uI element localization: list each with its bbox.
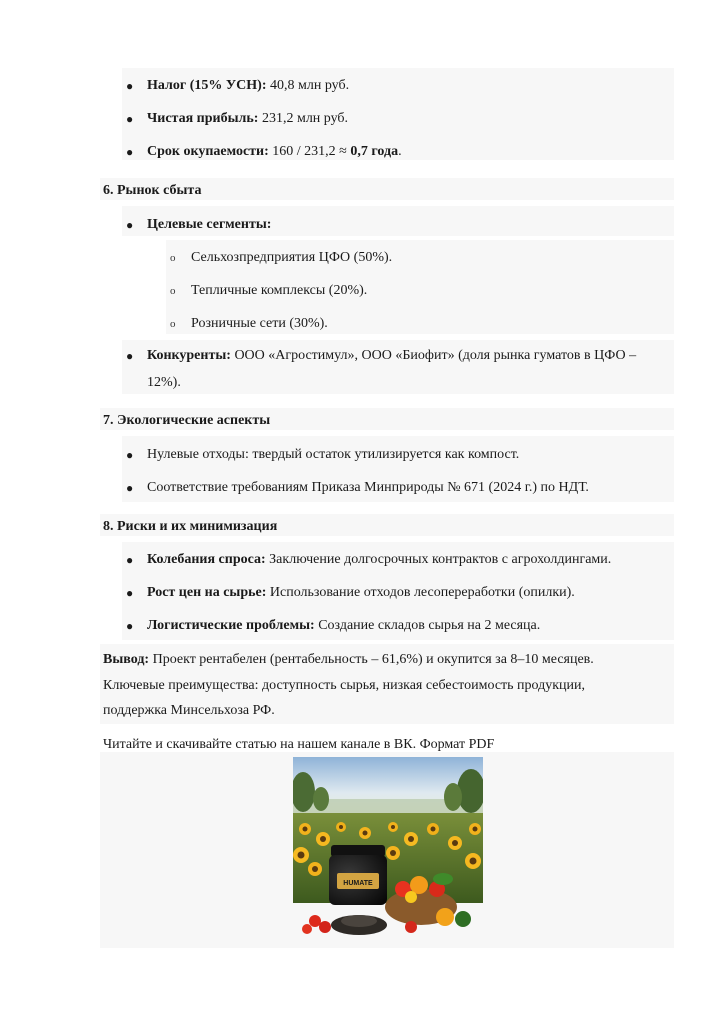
jar-label: HUMATE <box>343 880 373 887</box>
bullet: ● <box>126 448 134 462</box>
risk-label: Логистические проблемы: <box>147 618 315 633</box>
risk-item <box>147 617 540 635</box>
payback-result: 0,7 года <box>350 144 399 159</box>
risk-label: Колебания спроса: <box>147 552 266 567</box>
risk-item <box>147 551 611 569</box>
segments-label <box>147 216 271 234</box>
bullet: ● <box>126 586 134 600</box>
competitors-line-2: 12%). <box>147 375 181 390</box>
soil-pile <box>331 915 387 935</box>
bullet: ● <box>126 112 134 126</box>
competitors-label: Конкуренты: <box>147 348 231 363</box>
payback-formula: 160 / 231,2 ≈ <box>272 144 347 159</box>
risk-label: Рост цен на сырье: <box>147 585 267 600</box>
competitors-text: ООО «Агростимул», ООО «Биофит» (доля рынка гуматов в ЦФО – <box>234 348 637 363</box>
net-profit-label: Чистая прибыль: <box>147 111 259 126</box>
bullet: ● <box>126 218 134 232</box>
tax-line <box>147 77 349 95</box>
bullet: ● <box>126 481 134 495</box>
segment-item: Сельхозпредприятия ЦФО (50%). <box>191 250 393 265</box>
risk-text: Использование отходов лесопереработки (опилки). <box>269 585 575 600</box>
conclusion-line-2: Ключевые преимущества: доступность сырья, низкая себестоимость продукции, <box>103 678 586 693</box>
segment-item: Розничные сети (30%). <box>191 316 328 331</box>
bullet: ● <box>126 619 134 633</box>
eco-item: Нулевые отходы: твердый остаток утилизируется как компост. <box>147 447 520 462</box>
humate-jar <box>329 845 387 905</box>
bullet: ● <box>126 553 134 567</box>
segments-label-text: Целевые сегменты: <box>147 217 272 232</box>
section-7-heading: 7. Экологические аспекты <box>103 413 271 428</box>
section-8-heading: 8. Риски и их минимизация <box>103 519 278 534</box>
net-profit-line <box>147 110 348 128</box>
risk-text: Заключение долгосрочных контрактов с агрохолдингами. <box>269 552 612 567</box>
section-6-heading: 6. Рынок сбыта <box>103 183 202 198</box>
eco-item: Соответствие требованиям Приказа Минприроды № 671 (2024 г.) по НДТ. <box>147 480 589 495</box>
bullet: ● <box>126 349 134 363</box>
competitors-line <box>147 347 636 365</box>
circle-bullet: o <box>170 252 176 264</box>
risk-text: Создание складов сырья на 2 месяца. <box>318 618 541 633</box>
tax-value: 40,8 млн руб. <box>270 78 350 93</box>
cta-link-text: Читайте и скачивайте статью на нашем канале в ВК. Формат PDF <box>103 737 495 752</box>
conclusion-text: Проект рентабелен (рентабельность – 61,6%) и окупится за 8–10 месяцев. <box>152 652 594 667</box>
bullet: ● <box>126 79 134 93</box>
conclusion-line-1 <box>103 651 594 669</box>
conclusion-line-3: поддержка Минсельхоза РФ. <box>103 703 275 718</box>
payback-label: Срок окупаемости: <box>147 144 269 159</box>
net-profit-value: 231,2 млн руб. <box>261 111 349 126</box>
field <box>293 813 483 903</box>
payback-end: . <box>398 144 402 159</box>
circle-bullet: o <box>170 318 176 330</box>
circle-bullet: o <box>170 285 176 297</box>
risk-item <box>147 584 575 602</box>
bullet: ● <box>126 145 134 159</box>
segment-item: Тепличные комплексы (20%). <box>191 283 368 298</box>
humate-illustration <box>293 757 483 937</box>
tax-label: Налог (15% УСН): <box>147 78 267 93</box>
payback-line <box>147 143 402 161</box>
conclusion-label: Вывод: <box>103 652 150 667</box>
illustration-svg <box>293 757 483 937</box>
